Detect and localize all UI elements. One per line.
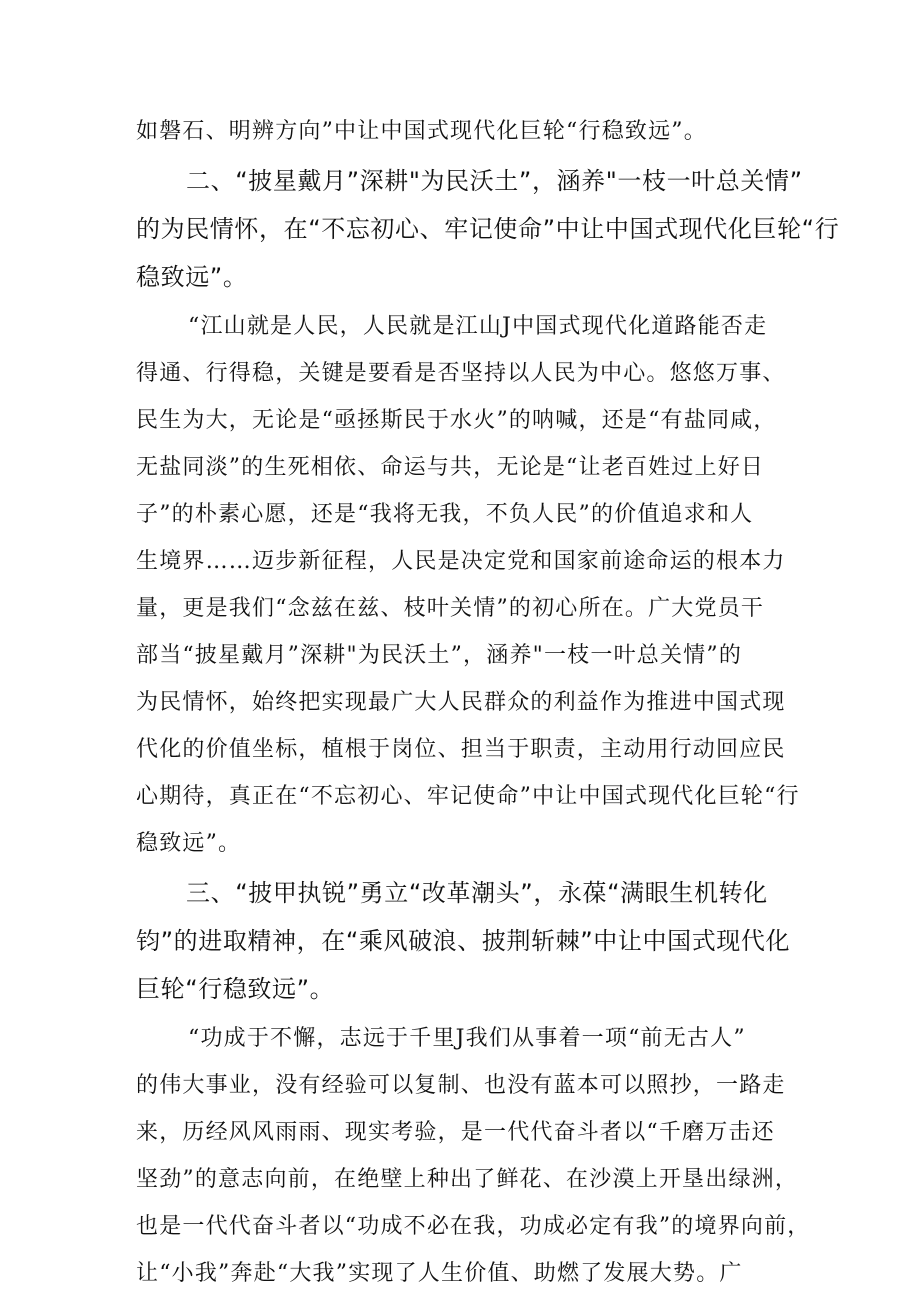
- text-line: 为民情怀，始终把实现最广大人民群众的利益作为推进中国式现: [136, 690, 786, 715]
- text-line: 子”的朴素心愿，还是“我将无我，不负人民”的价值追求和人: [136, 502, 754, 527]
- section-heading-3: [136, 869, 792, 1013]
- heading-line: 稳致远”。: [136, 263, 248, 291]
- text-line: 部当“披星戴月”深耕"为民沃土”，涵养"一枝一叶总关情”的: [136, 643, 743, 668]
- text-line: 代化的价值坐标，植根于岗位、担当于职责，主动用行动回应民: [136, 737, 786, 762]
- paragraph-section-3: [136, 1015, 811, 1297]
- text-line: 民生为大，无论是“亟拯斯民于水火”的呐喊，还是“有盐同咸，: [136, 408, 777, 433]
- text-line: 让“小我”奔赴“大我”实现了人生价值、助燃了发展大势。广: [136, 1261, 743, 1286]
- text-line: 也是一代代奋斗者以“功成不必在我，功成必定有我”的境界向前，: [136, 1214, 811, 1239]
- heading-line: 巨轮“行稳致远”。: [136, 975, 335, 1003]
- text-line: 来，历经风风雨雨、现实考验，是一代代奋斗者以“千磨万击还: [136, 1120, 775, 1145]
- text-line: 心期待，真正在“不忘初心、牢记使命”中让中国式现代化巨轮“行: [136, 784, 800, 809]
- text-line: 稳致远”。: [136, 831, 242, 856]
- paragraph-continuation: [136, 108, 792, 155]
- text-line: “功成于不懈，志远于千里J我们从事着一项“前无古人”: [188, 1026, 746, 1051]
- text-line: 量，更是我们“念兹在兹、枝叶关情”的初心所在。广大党员干: [136, 596, 765, 621]
- heading-line: 二、“披星戴月”深耕"为民沃土”，涵养"一枝一叶总关情”: [186, 167, 803, 195]
- text-line: 坚劲”的意志向前，在绝壁上种出了鲜花、在沙漠上开垦出绿洲，: [136, 1167, 799, 1192]
- section-heading-2: [136, 157, 840, 301]
- heading-line: 钧”的进取精神，在“乘风破浪、披荆斩棘”中让中国式现代化: [136, 927, 791, 955]
- text-line: 的伟大事业，没有经验可以复制、也没有蓝本可以照抄，一路走: [136, 1073, 786, 1098]
- text-line: “江山就是人民，人民就是江山J中国式现代化道路能否走: [188, 314, 768, 339]
- text-line: 如磐石、明辨方向”中让中国式现代化巨轮“行稳致远”。: [136, 119, 707, 144]
- paragraph-section-2: [136, 303, 800, 867]
- text-line: 生境界……迈步新征程，人民是决定党和国家前途命运的根本力: [136, 549, 786, 574]
- heading-line: 三、“披甲执锐”勇立“改革潮头”，永葆“满眼生机转化: [186, 879, 768, 907]
- heading-line: 的为民情怀，在“不忘初心、牢记使命”中让中国式现代化巨轮“行: [136, 215, 840, 243]
- text-line: 无盐同淡”的生死相依、命运与共，无论是“让老百姓过上好日: [136, 455, 765, 480]
- text-line: 得通、行得稳，关键是要看是否坚持以人民为中心。悠悠万事、: [136, 361, 786, 386]
